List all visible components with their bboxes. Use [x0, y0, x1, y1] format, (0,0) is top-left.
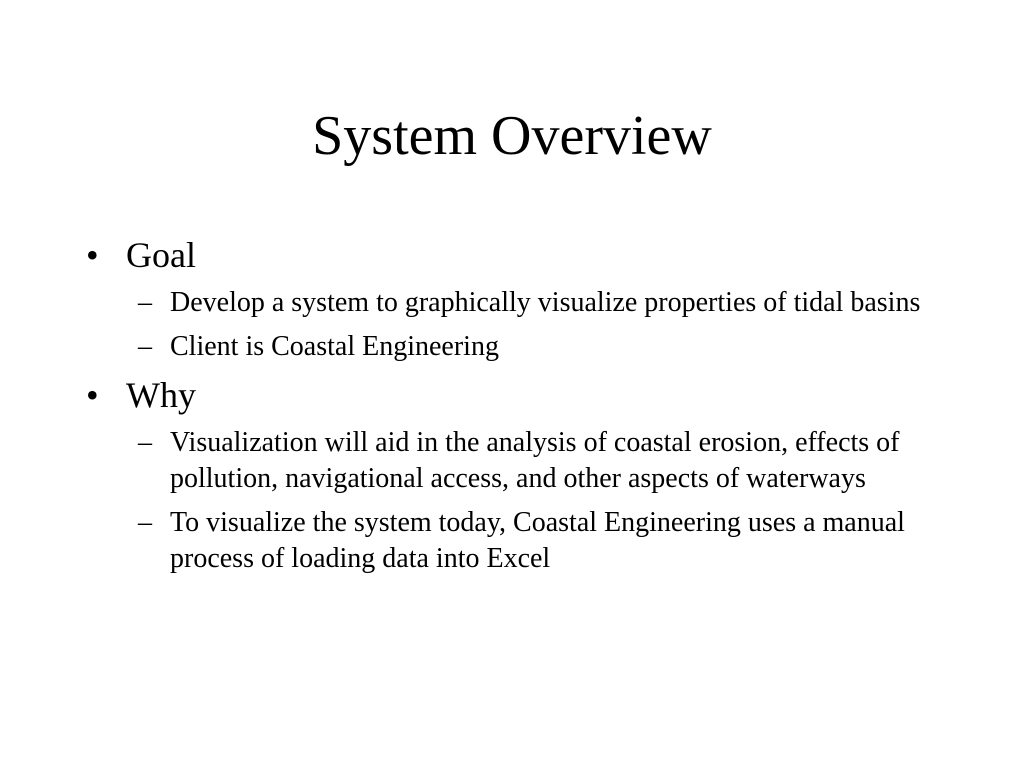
- slide-title: System Overview: [312, 105, 712, 167]
- bullet-label: Goal: [126, 235, 196, 275]
- subitem-goal-1: [138, 285, 946, 321]
- subitem-why-2: [138, 505, 946, 577]
- subitem-text: Client is Coastal Engineering: [170, 331, 499, 362]
- bullet-why: [86, 373, 946, 417]
- bullet-goal: [86, 233, 946, 277]
- dash-icon: –: [138, 331, 152, 362]
- bullet-label: Why: [126, 375, 196, 415]
- bullet-group-goal: [86, 233, 946, 365]
- dash-icon: –: [138, 507, 152, 538]
- bullet-group-why: [86, 373, 946, 577]
- slide-content: [86, 225, 946, 581]
- subitem-text: Visualization will aid in the analysis of coastal erosion, effects of pollution, navigational access, and other aspects of waterways: [170, 427, 900, 494]
- dash-icon: –: [138, 427, 152, 458]
- subitem-text: To visualize the system today, Coastal Engineering uses a manual process of loading data into Excel: [170, 507, 905, 574]
- dash-icon: –: [138, 287, 152, 318]
- subitem-text: Develop a system to graphically visualize properties of tidal basins: [170, 287, 921, 318]
- subitem-goal-2: [138, 329, 946, 365]
- bullet-icon: •: [86, 375, 99, 415]
- bullet-icon: •: [86, 235, 99, 275]
- subitem-why-1: [138, 425, 946, 497]
